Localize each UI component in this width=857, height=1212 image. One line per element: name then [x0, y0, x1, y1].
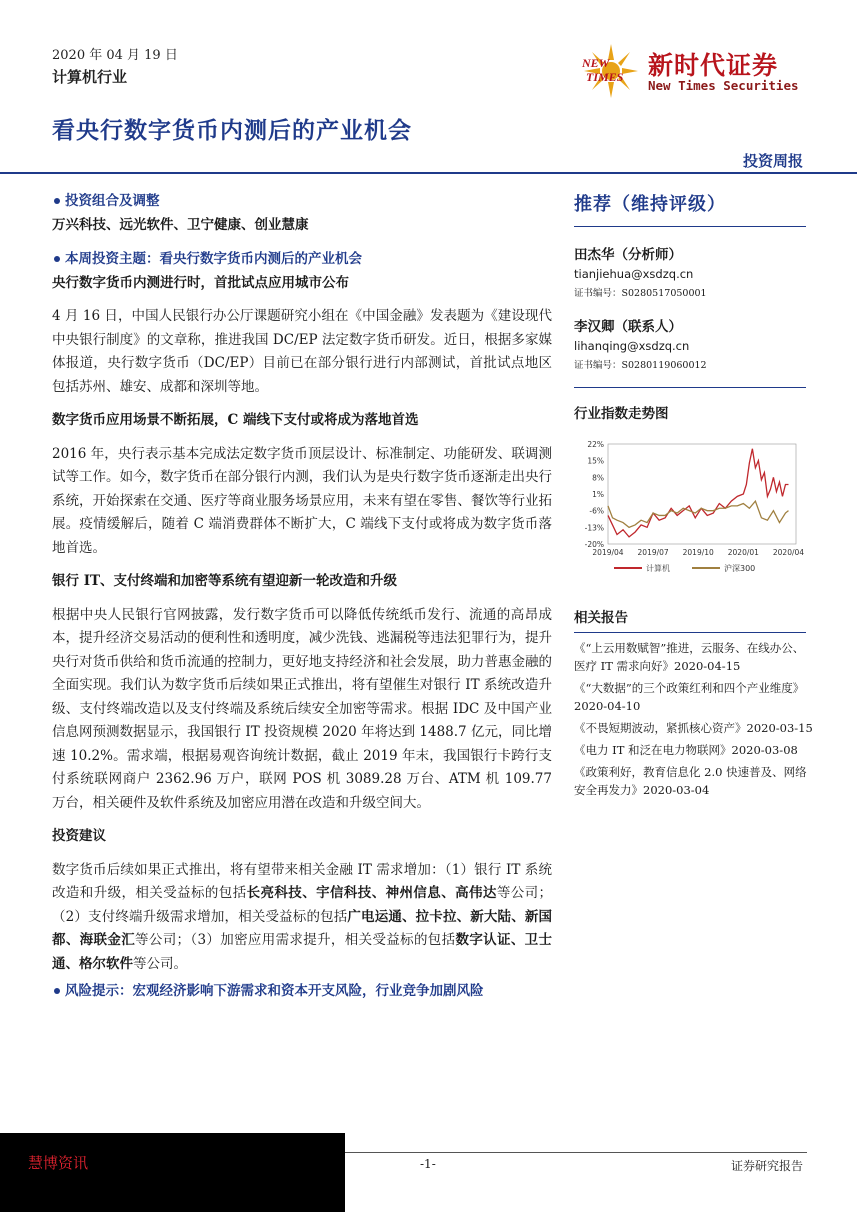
industry-label: 计算机行业 — [52, 68, 128, 86]
bullet-icon — [54, 198, 60, 204]
footer-label: 证券研究报告 — [730, 1159, 803, 1173]
related-reports-title: 相关报告 — [574, 610, 628, 626]
x-tick-label: 2020/01 — [727, 548, 759, 557]
x-tick-label: 2019/04 — [592, 548, 624, 557]
analyst-2-email[interactable]: lihanqing@xsdzq.cn — [574, 339, 690, 353]
paragraph-4: 数字货币后续如果正式推出，将有望带来相关金融 IT 需求增加：（1）银行 IT 系统改造和升级，相关受益标的包括长亮科技、宇信科技、神州信息、高伟达等公司；（2）支付终端升级需求增加，相关受益标的包括广电运通、拉卡拉、新大陆、新国都、海联金汇等公司；（3）加密应用需求提升，相关受益标的包括数字认证、卫士通、格尔软件等公司。 — [52, 861, 553, 972]
logo-mark-text: NEW — [582, 56, 610, 70]
y-tick-label: 1% — [592, 490, 604, 499]
subheading-1: 央行数字货币内测进行时，首批试点应用城市公布 — [52, 274, 349, 291]
x-tick-label: 2019/07 — [637, 548, 669, 557]
portfolio-list: 万兴科技、远光软件、卫宁健康、创业慧康 — [52, 216, 309, 233]
related-report-item[interactable]: 《“大数据”的三个政策红利和四个产业维度》2020-04-10 — [574, 681, 805, 713]
legend-label: 计算机 — [646, 564, 670, 573]
x-tick-label: 2020/04 — [772, 548, 805, 557]
paragraph-3: 根据中央人民银行官网披露，发行数字货币可以降低传统纸币发行、流通的高昂成本，提升经济交易活动的便利性和透明度，减少洗钱、逃漏税等违法犯罪行为，提升央行对货币供给和货币流通的控制力，更好地支持经济和社会发展，助力普惠金融的全面实现。我们认为数字货币后续如果正式推出，将有望催生对银行 IT 系统改造升级、支付终端改造以及支付终端及系统后续安全加密等需求。根据 IDC 及中国产业信息网预测数据显示，我国银行 IT 投资规模 2020 年将达到 1488.7 亿元，同比增速 10.2%。需求端，根据易观咨询统计数据，截止 2019 年末，我国银行卡跨行支付系统联网商户 2362.96 万户，联网 POS 机 3089.28 万台、ATM 机 109.77 万台，相关硬件及软件系统及加密应用潜在改造和升级空间大。 — [52, 606, 552, 811]
paragraph-2: 2016 年，央行表示基本完成法定数字货币顶层设计、标准制定、功能研发、联调测试等工作。如今，数字货币在部分银行内测，我们认为是央行数字货币逐渐走出央行系统，开始探索在交通、医疗等商业服务场景应用，未来有望在零售、餐饮等行业拓展。疫情缓解后，随着 C 端消费群体不断扩大，C 端线下支付或将成为数字货币落地首选。 — [52, 445, 552, 556]
related-report-item[interactable]: 《政策利好，教育信息化 2.0 快速普及、网络安全再发力》2020-03-04 — [574, 765, 807, 797]
index-chart — [574, 436, 814, 590]
paragraph-1: 4 月 16 日，中国人民银行办公厅课题研究小组在《中国金融》发表题为《建设现代中央银行制度》的文章称，推进我国 DC/EP 法定数字货币研发。近日，根据多家媒体报道，央行数字货币（DC/EP）目前已在部分银行进行内部测试，首批试点地区包括苏州、雄安、成都和深圳等地。 — [52, 308, 552, 395]
chart-title: 行业指数走势图 — [574, 406, 669, 422]
related-report-item[interactable]: 《电力 IT 和泛在电力物联网》2020-03-08 — [574, 743, 798, 757]
analyst-2-cert: 证书编号：S0280119060012 — [574, 360, 707, 371]
related-report-item[interactable]: 《“上云用数赋智”推进，云服务、在线办公、医疗 IT 需求向好》2020-04-15 — [574, 641, 805, 673]
watermark-text: 慧博资讯 — [28, 1154, 89, 1172]
logo-chinese-name: 新时代证券 — [648, 51, 779, 80]
section-theme-heading: 本周投资主题：看央行数字货币内测后的产业机会 — [52, 248, 552, 272]
y-tick-label: 15% — [587, 456, 604, 466]
sidebar-divider — [574, 387, 806, 388]
risk-warning: 风险提示：宏观经济影响下游需求和资本开支风险，行业竞争加剧风险 — [52, 980, 552, 1004]
sidebar-divider — [574, 226, 806, 227]
report-type: 投资周报 — [742, 152, 803, 170]
logo-english-name: New Times Securities — [648, 78, 799, 93]
y-tick-label: -20% — [584, 540, 604, 549]
analyst-1-name: 田杰华（分析师） — [574, 247, 682, 263]
analyst-2-name: 李汉卿（联系人） — [574, 319, 682, 335]
logo-mark-text-2: TIMES — [586, 70, 624, 84]
sidebar — [574, 190, 814, 803]
legend-label: 沪深300 — [724, 564, 756, 573]
x-tick-label: 2019/10 — [682, 548, 714, 557]
y-tick-label: 22% — [587, 440, 604, 449]
y-tick-label: -13% — [584, 523, 604, 533]
report-title: 看央行数字货币内测后的产业机会 — [52, 117, 412, 144]
index-chart-svg — [574, 436, 806, 586]
page-number: -1- — [420, 1157, 436, 1171]
company-logo — [578, 40, 808, 102]
rating: 推荐（维持评级） — [574, 194, 726, 215]
analyst-1-email[interactable]: tianjiehua@xsdzq.cn — [574, 267, 694, 281]
new-times-logo-icon — [578, 40, 644, 102]
y-tick-label: 8% — [592, 473, 604, 483]
report-date: 2020 年 04 月 19 日 — [52, 48, 178, 63]
y-tick-label: -6% — [589, 506, 604, 516]
main-body — [52, 190, 552, 1004]
subheading-4: 投资建议 — [52, 828, 106, 844]
related-reports-list — [574, 639, 814, 799]
series-line-computer — [608, 449, 788, 537]
related-report-item[interactable]: 《不畏短期波动，紧抓核心资产》2020-03-15 — [574, 721, 813, 735]
subheading-3: 银行 IT、支付终端和加密等系统有望迎新一轮改造和升级 — [52, 573, 398, 589]
bullet-icon — [54, 256, 60, 262]
section-portfolio-heading: 投资组合及调整 — [52, 190, 552, 214]
analyst-1-cert: 证书编号：S0280517050001 — [574, 288, 707, 299]
sidebar-divider — [574, 632, 806, 633]
subheading-2: 数字货币应用场景不断拓展，C 端线下支付或将成为落地首选 — [52, 412, 419, 428]
header-divider — [0, 172, 857, 174]
bullet-icon — [54, 988, 60, 994]
